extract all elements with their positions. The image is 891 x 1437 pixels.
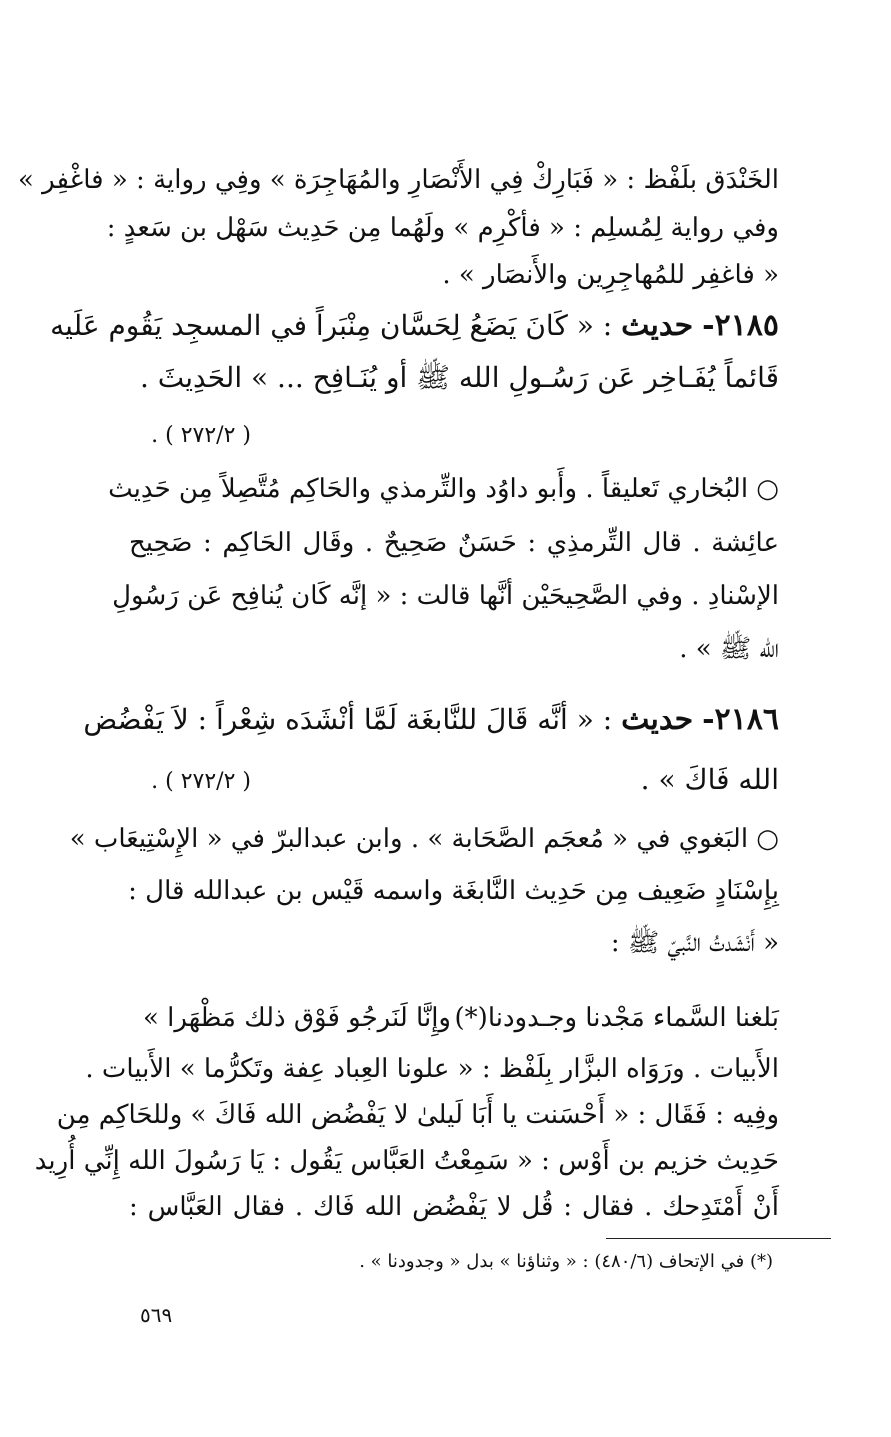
commentary-line: الله ﷺ » . xyxy=(679,634,779,664)
commentary-line: بِإِسْنَادٍ ضَعِيف مِن حَدِيث النَّابغَة واسمه قَيْس بن عبدالله قال : xyxy=(128,876,779,906)
hadith-text: : « كَانَ يَضَعُ لِحَسَّان مِنْبَراً في المسجِد يَقُوم عَلَيه xyxy=(50,309,613,342)
page-number: ٥٦٩ xyxy=(140,1303,173,1327)
text-line: أَنْ أَمْتَدِحك . فقال : قُل لا يَفْضُض الله فَاك . فقال العَبَّاس : xyxy=(129,1192,779,1222)
hadith-text: : « أنَّه قَالَ للنَّابغَة لَمَّا أنْشَدَه شِعْراً : لاَ يَفْضُض xyxy=(83,703,613,736)
text-line: الأَبيات . ورَوَاه البزَّار بِلَفْظ : « علونا العِباد عِفة وتَكرُّما » الأَبيات . xyxy=(85,1054,779,1084)
verse-hemistich-1: بَلغنا السَّماء مَجْدنا وجـدودنا(*) xyxy=(454,1003,779,1033)
hadith-2185-reference: ( ٢٧٢/٢ ) . xyxy=(151,423,251,448)
hadith-2185-text: قَائماً يُفَـاخِر عَن رَسُـولِ الله ﷺ أو يُنَـافِح ... » الحَدِيثَ . xyxy=(139,361,779,394)
hadith-keyword: حديث xyxy=(621,308,694,343)
commentary-line: « أَنْشَدتُ النَّبيّ ﷺ : xyxy=(610,928,779,958)
hadith-2186-text: الله فَاكَ » . xyxy=(640,763,779,796)
footnote: (*) في الإتحاف (٤٨٠/٦) : « وثناؤنا » بدل « وجدودنا » . xyxy=(359,1251,773,1272)
hadith-number: ٢١٨٦- xyxy=(702,702,779,737)
text-line: وفِيه : فَقَال : « أَحْسَنت يا أَبَا لَيلىٰ لا يَفْضُض الله فَاكَ » وللحَاكِم مِن xyxy=(56,1100,779,1130)
verse-hemistich-2: وإِنَّا لَنَرجُو فَوْق ذلك مَظْهَرا » xyxy=(142,1003,451,1033)
hadith-keyword: حديث xyxy=(621,702,694,737)
text-line: الخَنْدَق بلَفْظ : « فَبَارِكْ فِي الأَنْصَارِ والمُهَاجِرَة » وفِي رواية : « فاغْفِر » xyxy=(17,165,779,195)
hadith-2186-heading xyxy=(83,697,779,743)
text-line: حَدِيث خزيم بن أَوْس : « سَمِعْتُ العَبَّاس يَقُول : يَا رَسُولَ الله إِنِّي أُرِيد xyxy=(34,1146,779,1176)
text-line: وفي رواية لِمُسلِم : « فأكْرِم » ولَهُما مِن حَدِيث سَهْل بن سَعدٍ : xyxy=(106,213,779,243)
hadith-2186-reference: ( ٢٧٢/٢ ) . xyxy=(151,769,251,794)
hadith-number: ٢١٨٥- xyxy=(702,308,779,343)
commentary-line: ○ البُخاري تَعليقاً . وأَبو داوُد والتِّرمذي والحَاكِم مُتَّصِلاً مِن حَدِيث xyxy=(108,474,779,504)
hadith-2185-heading xyxy=(50,303,779,349)
footnote-divider xyxy=(606,1238,831,1239)
commentary-line: عائِشة . قال التِّرمذِي : حَسَنٌ صَحِيحٌ . وقَال الحَاكِم : صَحِيح xyxy=(129,528,779,558)
text-line: « فاغفِر للمُهاجِرِين والأَنصَار » . xyxy=(442,260,779,290)
commentary-line: الإسْنادِ . وفي الصَّحِيحَيْن أنَّها قالت : « إنَّه كَان يُنافِح عَن رَسُولِ xyxy=(112,581,779,611)
commentary-line: ○ البَغوي في « مُعجَم الصَّحَابة » . وابن عبدالبرّ في « الإِسْتِيعَاب » xyxy=(69,824,779,854)
